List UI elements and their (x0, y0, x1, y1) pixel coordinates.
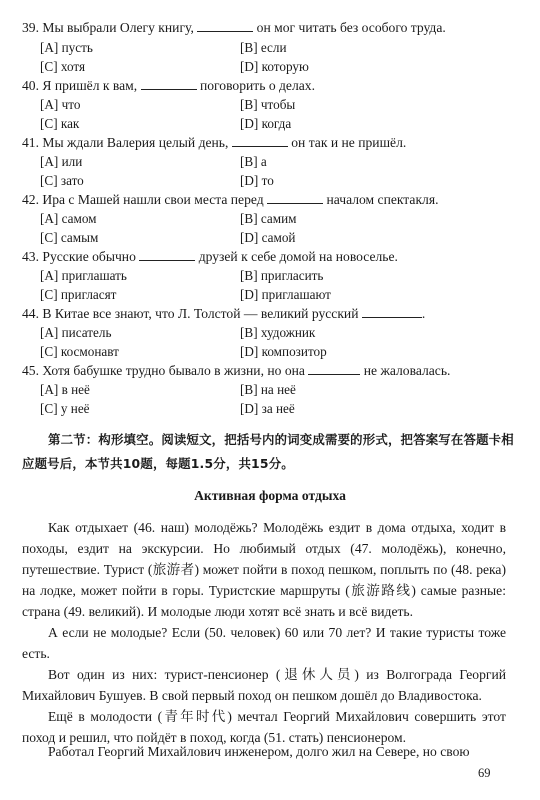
question-stem-end: друзей к себе домой на новоселье. (198, 249, 398, 264)
text-paragraph: А если не молодые? Если (50. человек) 60 или 70 лет? И такие туристы тоже есть. (22, 625, 506, 661)
option-a: [A] самом (40, 211, 97, 226)
section-instructions: 第二节：构形填空。阅读短文，把括号内的词变成需要的形式，把答案写在答题卡相应题号后，本节共10题，每题1.5分，共15分。 (22, 432, 514, 471)
answer-blank (197, 20, 253, 32)
option-b: [B] на неё (240, 382, 296, 397)
answer-blank (232, 135, 288, 147)
option-c: [C] как (40, 116, 80, 131)
option-d: [D] приглашают (240, 287, 331, 302)
text-paragraph: Ещё в молодости (青年时代) мечтал Георгий Михайлович совершить этот поход и решил, что пойдёт в поход, когда (51. стать) пенсионером. (22, 709, 506, 745)
option-a: [A] что (40, 97, 81, 112)
option-b: [B] чтобы (240, 97, 296, 112)
question-40 (22, 78, 315, 94)
option-a: [A] в неё (40, 382, 90, 397)
option-d: [D] самой (240, 230, 296, 245)
text-paragraph: Работал Георгий Михайлович инженером, долго жил на Севере, но свою (48, 744, 470, 759)
option-d: [D] когда (240, 116, 292, 131)
option-c: [C] у неё (40, 401, 90, 416)
option-c: [C] пригласят (40, 287, 117, 302)
answer-blank (267, 192, 323, 204)
option-a: [A] пусть (40, 40, 93, 55)
question-stem: 39. Мы выбрали Олегу книгу, (22, 20, 194, 35)
option-c: [C] зато (40, 173, 84, 188)
question-stem: 41. Мы ждали Валерия целый день, (22, 135, 229, 150)
question-44 (22, 306, 425, 322)
text-paragraph: Как отдыхает (46. наш) молодёжь? Молодёжь ездит в дома отдыха, ходит в походы, ездит на экскурсии. Но любимый отдых (47. молодёжь), конечно, путешествие. Турист (旅游者) может пойти в поход пешком, поплыть по (48. река) на лодке, может пойти в горы. Туристские маршруты (旅游路线) самые разные: страна (49. великий). И молодые люди хотят всё знать и всё видеть. (22, 520, 506, 619)
option-c: [C] космонавт (40, 344, 119, 359)
option-b: [B] если (240, 40, 287, 55)
option-a: [A] писатель (40, 325, 112, 340)
option-d: [D] композитор (240, 344, 327, 359)
option-c: [C] хотя (40, 59, 86, 74)
page-number: 69 (478, 766, 491, 780)
question-42 (22, 192, 439, 208)
question-43 (22, 249, 398, 265)
question-stem-end: он мог читать без особого труда. (256, 20, 446, 35)
option-b: [B] а (240, 154, 267, 169)
option-d: [D] за неё (240, 401, 295, 416)
answer-blank (139, 249, 195, 261)
question-stem: 40. Я пришёл к вам, (22, 78, 138, 93)
text-paragraph: Вот один из них: турист-пенсионер (退休人员) из Волгограда Георгий Михайлович Бушуев. В свой первый поход он пешком дошёл до Владивостока. (22, 667, 506, 703)
option-b: [B] художник (240, 325, 316, 340)
text-title: Активная форма отдыха (194, 488, 346, 503)
question-41 (22, 135, 406, 151)
question-stem-end: он так и не пришёл. (291, 135, 407, 150)
question-stem-end: поговорить о делах. (199, 78, 315, 93)
option-b: [B] пригласить (240, 268, 324, 283)
option-a: [A] или (40, 154, 83, 169)
question-stem-end: началом спектакля. (326, 192, 439, 207)
option-b: [B] самим (240, 211, 297, 226)
answer-blank (141, 78, 197, 90)
question-stem-end: не жаловалась. (363, 363, 451, 378)
question-stem: 45. Хотя бабушке трудно бывало в жизни, но она (22, 363, 305, 378)
question-stem: 42. Ира с Машей нашли свои места перед (22, 192, 264, 207)
question-stem-end: . (421, 306, 426, 321)
question-stem: 43. Русские обычно (22, 249, 136, 264)
question-45 (22, 363, 450, 379)
option-c: [C] самым (40, 230, 99, 245)
answer-blank (362, 306, 422, 318)
question-39 (22, 20, 446, 36)
question-stem: 44. В Китае все знают, что Л. Толстой — великий русский (22, 306, 359, 321)
option-d: [D] то (240, 173, 274, 188)
option-d: [D] которую (240, 59, 309, 74)
option-a: [A] приглашать (40, 268, 127, 283)
answer-blank (308, 363, 360, 375)
